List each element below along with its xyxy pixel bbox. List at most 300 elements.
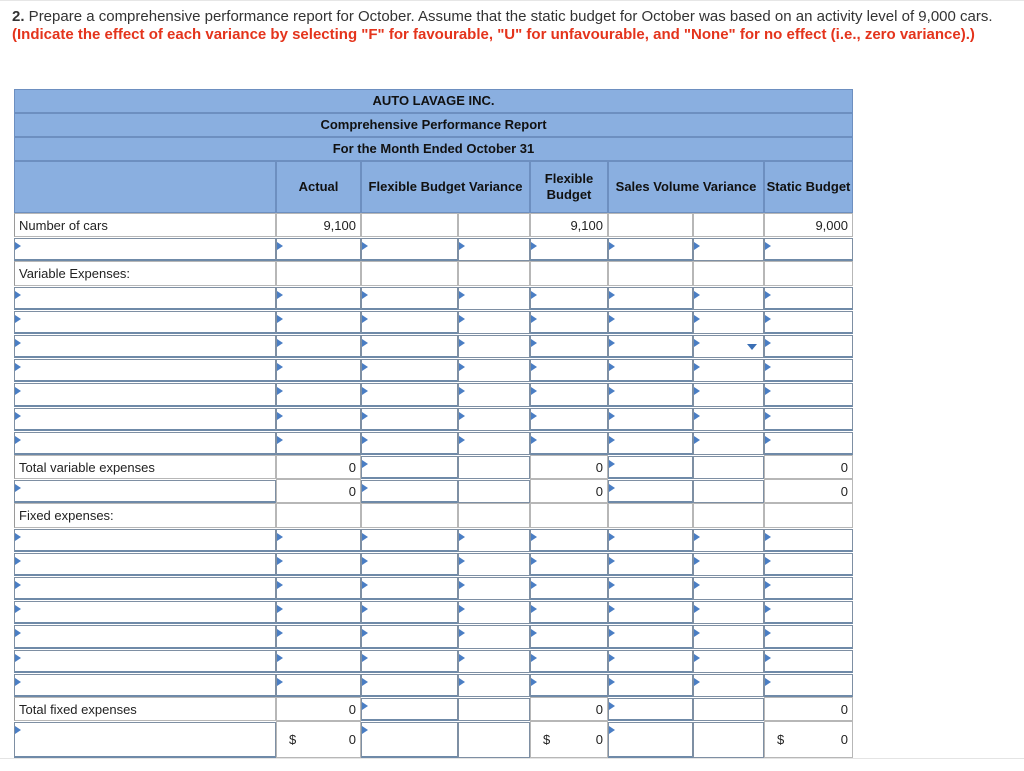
flex-variance-input[interactable] [361,553,458,576]
input-marker-icon [531,412,537,420]
cars-sales-variance-effect-cell [693,213,764,237]
section-blank-cell [530,503,608,527]
input-marker-icon [15,605,21,613]
cars-sales-variance-cell [608,213,693,237]
input-marker-icon [531,654,537,662]
input-marker-icon [609,678,615,686]
label-number-of-cars: Number of cars [14,213,276,237]
total-static-value: 0 [764,479,853,503]
input-marker-icon [459,363,465,371]
input-marker-icon [15,242,21,250]
input-marker-icon [277,581,283,589]
input-marker-icon [694,315,700,323]
input-marker-icon [362,460,368,468]
sales-variance-input[interactable] [608,432,693,455]
cars-static-value: 9,000 [764,213,853,237]
input-marker-icon [15,484,21,492]
input-marker-icon [531,557,537,565]
cars-flex-variance-cell [361,213,458,237]
input-marker-icon [15,436,21,444]
line-item-name-input[interactable] [14,408,276,431]
input-marker-icon [362,605,368,613]
total-flexible-value: 0 [530,697,608,721]
section-blank-cell [276,503,361,527]
static-budget-input[interactable] [764,311,853,334]
dollar-sign: $ [289,732,297,748]
input-marker-icon [277,339,283,347]
flex-variance-effect-select[interactable] [458,359,530,382]
input-marker-icon [609,387,615,395]
flexible-budget-input[interactable] [530,625,608,648]
sales-variance-effect-select[interactable] [693,359,764,382]
input-marker-icon [531,242,537,250]
flex-variance-effect-select[interactable] [458,311,530,334]
input-marker-icon [609,629,615,637]
input-marker-icon [765,387,771,395]
sales-variance-effect-select[interactable] [693,238,764,261]
line-item-name-input[interactable] [14,287,276,310]
input-marker-icon [362,387,368,395]
line-item-name-input[interactable] [14,432,276,455]
total-static-value: 0 [764,455,853,479]
line-item-name-input[interactable] [14,383,276,406]
input-marker-icon [15,387,21,395]
input-marker-icon [694,533,700,541]
sales-variance-input[interactable] [608,553,693,576]
flex-variance-input[interactable] [361,601,458,624]
section-blank-cell [693,261,764,285]
label-fixed-expenses: Fixed expenses: [14,503,276,527]
sales-variance-input[interactable] [608,311,693,334]
flexible-budget-input[interactable] [530,287,608,310]
sales-variance-effect-select[interactable] [693,625,764,648]
sales-variance-input[interactable] [608,674,693,697]
flex-variance-input[interactable] [361,625,458,648]
input-marker-icon [531,315,537,323]
input-marker-icon [277,557,283,565]
sales-variance-input[interactable] [608,238,693,261]
section-blank-cell [361,503,458,527]
input-marker-icon [765,412,771,420]
input-marker-icon [694,412,700,420]
report-company-title: AUTO LAVAGE INC. [14,89,853,113]
input-marker-icon [459,654,465,662]
flex-variance-effect-select[interactable] [458,601,530,624]
sales-variance-effect-select[interactable] [693,553,764,576]
input-marker-icon [765,363,771,371]
total-flex-variance-input[interactable] [361,480,458,503]
static-budget-input[interactable] [764,383,853,406]
input-marker-icon [277,291,283,299]
input-marker-icon [609,726,615,734]
dropdown-caret-icon[interactable] [747,344,757,350]
section-blank-cell [608,261,693,285]
sales-variance-input[interactable] [608,601,693,624]
net-income-label-input[interactable] [14,722,276,758]
static-budget-input[interactable] [764,674,853,697]
report-period: For the Month Ended October 31 [14,137,853,161]
header-sales-volume-variance: Sales Volume Variance [608,161,764,213]
label-total-fixed-expenses: Total fixed expenses [14,697,276,721]
label-total-variable-expenses: Total variable expenses [14,455,276,479]
total-flexible-value: 0 [530,455,608,479]
dollar-sign: $ [777,732,785,748]
actual-input[interactable] [276,432,361,455]
actual-input[interactable] [276,359,361,382]
actual-input[interactable] [276,553,361,576]
section-blank-cell [530,261,608,285]
cars-flexible-value: 9,100 [530,213,608,237]
total-static-value: 0 [764,697,853,721]
sales-variance-effect-select[interactable] [693,408,764,431]
sales-variance-input[interactable] [608,383,693,406]
question-number: 2. [12,8,25,25]
sales-variance-input[interactable] [608,577,693,600]
sales-variance-input[interactable] [608,287,693,310]
input-marker-icon [609,654,615,662]
input-marker-icon [694,605,700,613]
input-marker-icon [362,726,368,734]
input-marker-icon [609,363,615,371]
contribution-margin-label-input[interactable] [14,480,276,503]
input-marker-icon [15,315,21,323]
flex-variance-input[interactable] [361,359,458,382]
line-item-name-input[interactable] [14,238,276,261]
static-budget-input[interactable] [764,359,853,382]
input-marker-icon [362,339,368,347]
input-marker-icon [15,412,21,420]
flex-variance-effect-select[interactable] [458,577,530,600]
input-marker-icon [459,387,465,395]
section-blank-cell [764,503,853,527]
sales-variance-effect-select[interactable] [693,311,764,334]
input-marker-icon [15,533,21,541]
input-marker-icon [362,678,368,686]
actual-input[interactable] [276,238,361,261]
input-marker-icon [362,533,368,541]
sales-variance-effect-select[interactable] [693,577,764,600]
flex-variance-input[interactable] [361,432,458,455]
input-marker-icon [459,533,465,541]
static-budget-input[interactable] [764,577,853,600]
input-marker-icon [694,557,700,565]
flex-variance-input[interactable] [361,311,458,334]
input-marker-icon [694,436,700,444]
net-actual-cell [276,721,361,758]
net-sales-variance-input[interactable] [608,722,693,758]
input-marker-icon [531,387,537,395]
static-budget-input[interactable] [764,529,853,552]
net-flexible-value: 0 [595,732,603,748]
input-marker-icon [694,654,700,662]
input-marker-icon [277,387,283,395]
line-item-name-input[interactable] [14,674,276,697]
input-marker-icon [459,412,465,420]
input-marker-icon [362,315,368,323]
flex-variance-effect-select[interactable] [458,650,530,673]
input-marker-icon [531,629,537,637]
input-marker-icon [609,605,615,613]
input-marker-icon [277,654,283,662]
flexible-budget-input[interactable] [530,311,608,334]
sales-variance-effect-select[interactable] [693,650,764,673]
static-budget-input[interactable] [764,601,853,624]
net-flexible-cell [530,721,608,758]
input-marker-icon [362,412,368,420]
line-item-name-input[interactable] [14,335,276,358]
total-flex-variance-input[interactable] [361,698,458,721]
flex-variance-effect-select[interactable] [458,335,530,358]
actual-input[interactable] [276,287,361,310]
input-marker-icon [15,581,21,589]
static-budget-input[interactable] [764,432,853,455]
flex-variance-effect-select[interactable] [458,529,530,552]
input-marker-icon [531,581,537,589]
input-marker-icon [765,291,771,299]
input-marker-icon [277,678,283,686]
static-budget-input[interactable] [764,335,853,358]
total-flexible-value: 0 [530,479,608,503]
actual-input[interactable] [276,601,361,624]
net-actual-value: 0 [348,732,356,748]
flexible-budget-input[interactable] [530,238,608,261]
input-marker-icon [459,242,465,250]
input-marker-icon [531,291,537,299]
input-marker-icon [15,678,21,686]
line-item-name-input[interactable] [14,601,276,624]
input-marker-icon [694,291,700,299]
sales-variance-effect-select[interactable] [693,383,764,406]
line-item-name-input[interactable] [14,650,276,673]
input-marker-icon [609,412,615,420]
total-actual-value: 0 [276,697,361,721]
input-marker-icon [531,339,537,347]
flex-variance-effect-select[interactable] [458,674,530,697]
input-marker-icon [459,581,465,589]
actual-input[interactable] [276,335,361,358]
flexible-budget-input[interactable] [530,650,608,673]
flex-variance-effect-select[interactable] [458,432,530,455]
flex-variance-input[interactable] [361,383,458,406]
sales-variance-effect-select[interactable] [693,529,764,552]
header-flexible-budget: Flexible Budget [530,161,608,213]
input-marker-icon [531,605,537,613]
net-sales-variance-effect-select[interactable] [693,722,764,758]
input-marker-icon [459,315,465,323]
flexible-budget-input[interactable] [530,529,608,552]
actual-input[interactable] [276,383,361,406]
flex-variance-input[interactable] [361,287,458,310]
flex-variance-input[interactable] [361,577,458,600]
input-marker-icon [362,629,368,637]
total-flex-variance-effect-select[interactable] [458,456,530,479]
sales-variance-input[interactable] [608,529,693,552]
input-marker-icon [277,363,283,371]
flexible-budget-input[interactable] [530,335,608,358]
total-sales-variance-effect-select[interactable] [693,698,764,721]
input-marker-icon [362,363,368,371]
input-marker-icon [15,557,21,565]
flex-variance-effect-select[interactable] [458,625,530,648]
flex-variance-effect-select[interactable] [458,238,530,261]
net-flex-variance-input[interactable] [361,722,458,758]
input-marker-icon [277,242,283,250]
total-flex-variance-effect-select[interactable] [458,698,530,721]
header-blank [14,161,276,213]
line-item-name-input[interactable] [14,553,276,576]
input-marker-icon [609,339,615,347]
flex-variance-input[interactable] [361,529,458,552]
actual-input[interactable] [276,625,361,648]
total-flex-variance-input[interactable] [361,456,458,479]
flexible-budget-input[interactable] [530,359,608,382]
actual-input[interactable] [276,577,361,600]
input-marker-icon [609,315,615,323]
question-instruction: (Indicate the effect of each variance by selecting "F" for favourable, "U" for unfavourable, and "None" for no effect (i.e., zero variance).) [12,26,975,43]
actual-input[interactable] [276,408,361,431]
total-sales-variance-effect-select[interactable] [693,480,764,503]
static-budget-input[interactable] [764,238,853,261]
question-body: Prepare a comprehensive performance report for October. Assume that the static budget for October was based on an activity level of 9,000 cars. [24,8,993,25]
sales-variance-input[interactable] [608,650,693,673]
header-flexible-budget-variance: Flexible Budget Variance [361,161,530,213]
line-item-name-input[interactable] [14,625,276,648]
input-marker-icon [765,605,771,613]
input-marker-icon [362,291,368,299]
flexible-budget-input[interactable] [530,432,608,455]
actual-input[interactable] [276,529,361,552]
static-budget-input[interactable] [764,287,853,310]
actual-input[interactable] [276,674,361,697]
input-marker-icon [765,436,771,444]
input-marker-icon [15,629,21,637]
static-budget-input[interactable] [764,650,853,673]
sales-variance-input[interactable] [608,408,693,431]
input-marker-icon [609,436,615,444]
flexible-budget-input[interactable] [530,383,608,406]
input-marker-icon [609,484,615,492]
total-sales-variance-effect-select[interactable] [693,456,764,479]
section-blank-cell [764,261,853,285]
input-marker-icon [277,412,283,420]
flexible-budget-input[interactable] [530,577,608,600]
total-sales-variance-input[interactable] [608,480,693,503]
flex-variance-input[interactable] [361,408,458,431]
input-marker-icon [459,629,465,637]
section-blank-cell [458,261,530,285]
flexible-budget-input[interactable] [530,408,608,431]
input-marker-icon [277,533,283,541]
input-marker-icon [277,629,283,637]
input-marker-icon [765,242,771,250]
section-blank-cell [693,503,764,527]
input-marker-icon [362,484,368,492]
line-item-name-input[interactable] [14,311,276,334]
flexible-budget-input[interactable] [530,553,608,576]
input-marker-icon [15,654,21,662]
sales-variance-effect-select[interactable] [693,674,764,697]
flex-variance-effect-select[interactable] [458,553,530,576]
total-flex-variance-effect-select[interactable] [458,480,530,503]
sales-variance-effect-select[interactable] [693,335,764,358]
input-marker-icon [609,460,615,468]
input-marker-icon [277,315,283,323]
actual-input[interactable] [276,311,361,334]
input-marker-icon [765,557,771,565]
input-marker-icon [277,605,283,613]
input-marker-icon [609,581,615,589]
flex-variance-effect-select[interactable] [458,287,530,310]
input-marker-icon [694,581,700,589]
input-marker-icon [362,702,368,710]
input-marker-icon [609,702,615,710]
input-marker-icon [694,363,700,371]
static-budget-input[interactable] [764,408,853,431]
sales-variance-effect-select[interactable] [693,601,764,624]
input-marker-icon [531,678,537,686]
input-marker-icon [765,629,771,637]
header-static-budget: Static Budget [764,161,853,213]
input-marker-icon [15,339,21,347]
sales-variance-input[interactable] [608,335,693,358]
total-actual-value: 0 [276,455,361,479]
sales-variance-input[interactable] [608,359,693,382]
flex-variance-effect-select[interactable] [458,408,530,431]
section-blank-cell [276,261,361,285]
input-marker-icon [609,557,615,565]
input-marker-icon [459,605,465,613]
section-blank-cell [458,503,530,527]
input-marker-icon [15,363,21,371]
input-marker-icon [362,436,368,444]
line-item-name-input[interactable] [14,577,276,600]
flex-variance-input[interactable] [361,238,458,261]
input-marker-icon [15,726,21,734]
total-actual-value: 0 [276,479,361,503]
flex-variance-effect-select[interactable] [458,383,530,406]
static-budget-input[interactable] [764,625,853,648]
sales-variance-effect-select[interactable] [693,287,764,310]
input-marker-icon [531,363,537,371]
flexible-budget-input[interactable] [530,601,608,624]
total-sales-variance-input[interactable] [608,456,693,479]
line-item-name-input[interactable] [14,359,276,382]
input-marker-icon [765,339,771,347]
net-static-cell [764,721,853,758]
static-budget-input[interactable] [764,553,853,576]
total-sales-variance-input[interactable] [608,698,693,721]
input-marker-icon [459,339,465,347]
line-item-name-input[interactable] [14,529,276,552]
net-flex-variance-effect-select[interactable] [458,722,530,758]
input-marker-icon [694,242,700,250]
input-marker-icon [531,533,537,541]
actual-input[interactable] [276,650,361,673]
input-marker-icon [15,291,21,299]
flex-variance-input[interactable] [361,650,458,673]
cars-actual-value: 9,100 [276,213,361,237]
input-marker-icon [459,678,465,686]
input-marker-icon [459,436,465,444]
dollar-sign: $ [543,732,551,748]
flex-variance-input[interactable] [361,674,458,697]
sales-variance-effect-select[interactable] [693,432,764,455]
flex-variance-input[interactable] [361,335,458,358]
sales-variance-input[interactable] [608,625,693,648]
flexible-budget-input[interactable] [530,674,608,697]
input-marker-icon [459,291,465,299]
input-marker-icon [765,654,771,662]
